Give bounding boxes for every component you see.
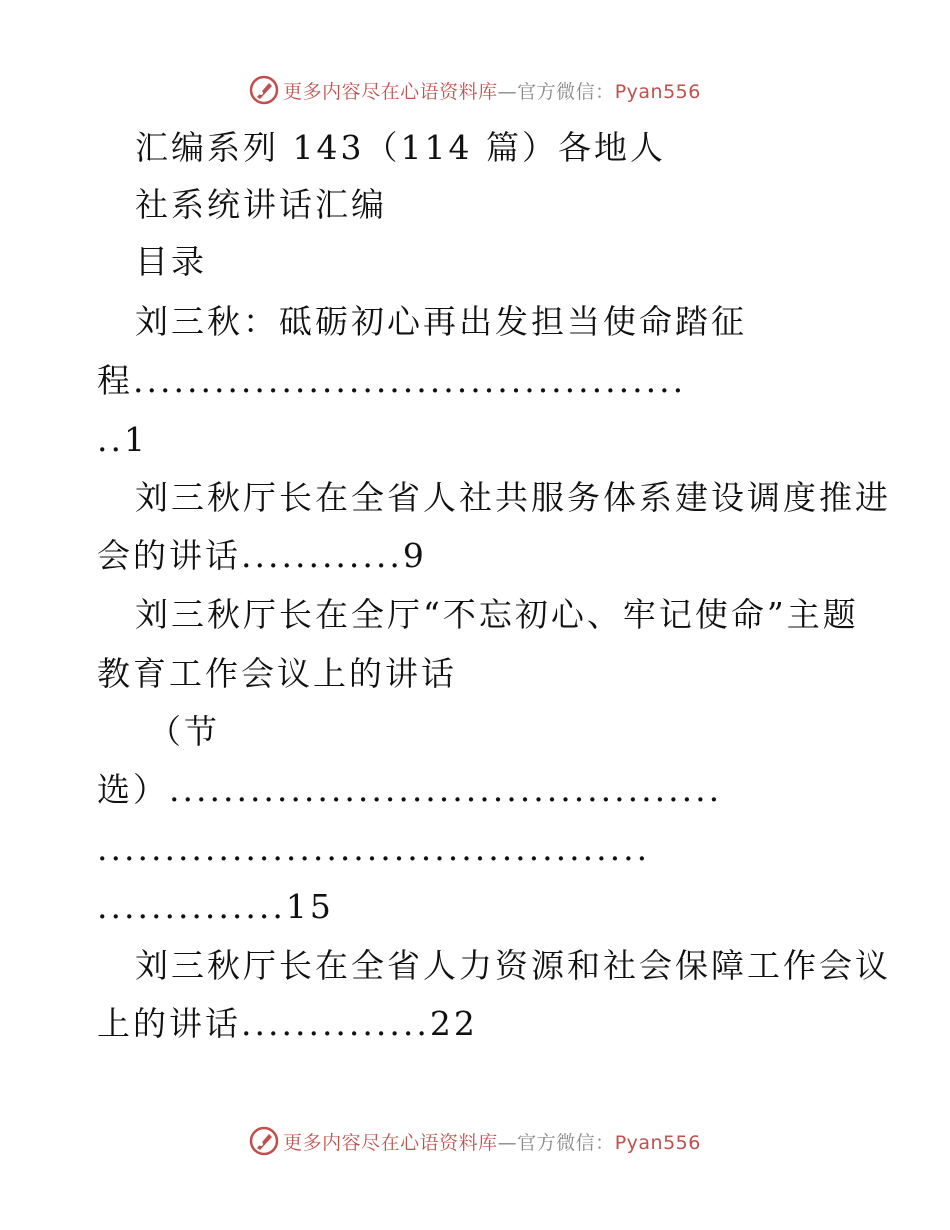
footer-banner [0,1121,950,1161]
toc-entry-4-line-2: 上的讲话..............22 [97,1004,478,1043]
toc-entry-1-line-2: 程......................................... [97,361,687,400]
banner-main-text: 更多内容尽在心语资料库 [283,80,498,103]
banner-wechat-label: 官方微信： [517,1131,615,1154]
toc-heading: 目录 [135,242,207,281]
toc-entry-3-line-4: 选）......................................... [97,770,723,809]
toc-entry-3-line-1: 刘三秋厅长在全厅“不忘初心、牢记使命”主题 [135,595,859,634]
toc-entry-1-page: ..1 [97,420,148,459]
toc-entry-1-line-1: 刘三秋：砥砺初心再出发担当使命踏征 [135,302,747,341]
toc-entry-4-line-1: 刘三秋厅长在全省人力资源和社会保障工作会议 [135,946,891,985]
quill-logo-icon [249,1126,279,1156]
banner-wechat-id: Pyan556 [614,80,701,103]
toc-entry-3-page: ..............15 [97,887,334,926]
toc-entry-3-line-3: （节 [148,712,220,751]
banner-wechat-label: 官方微信： [517,80,615,103]
doc-title-line-1: 汇编系列 143（114 篇）各地人 [135,128,666,167]
banner-dash: — [497,1131,518,1154]
banner-text [283,77,701,104]
toc-entry-3-line-2: 教育工作会议上的讲话 [97,654,457,693]
quill-logo-icon [249,75,279,105]
toc-entry-2-line-1: 刘三秋厅长在全省人社共服务体系建设调度推进 [135,478,891,517]
header-banner [0,70,950,110]
banner-main-text: 更多内容尽在心语资料库 [283,1131,498,1154]
toc-entry-3-line-5: ......................................... [97,829,651,868]
banner-wechat-id: Pyan556 [614,1131,701,1154]
banner-text [283,1128,701,1155]
doc-title-line-2: 社系统讲话汇编 [135,185,387,224]
banner-dash: — [497,80,518,103]
toc-entry-2-line-2: 会的讲话............9 [97,536,427,575]
